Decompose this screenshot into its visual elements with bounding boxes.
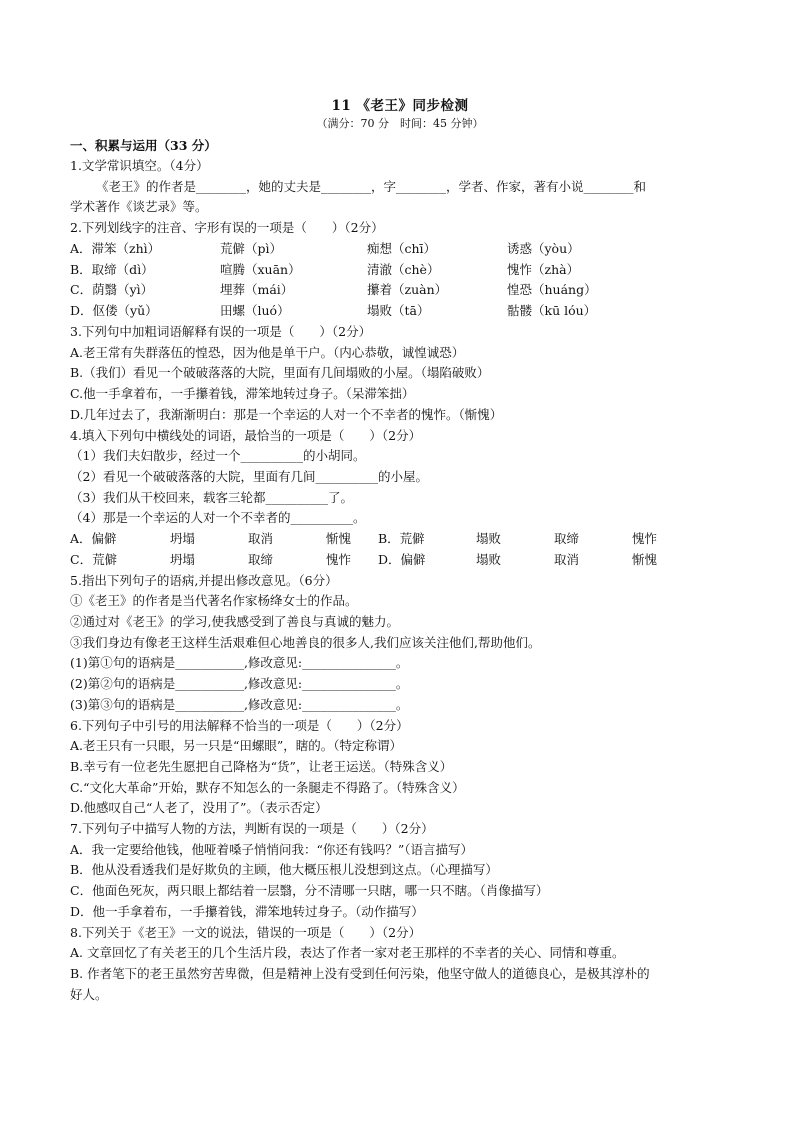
question-1-body: 《老王》的作者是________，她的丈夫是________，字________，学者、作家，著有小说________和 (96, 178, 647, 194)
option-cell: 取缔 (554, 531, 580, 547)
option-cell: 埋葬（mái） (220, 282, 294, 298)
question-6-option-a: A.老王只有一只眼，另一只是“田螺眼”，瞎的。（特定称谓） (70, 738, 403, 754)
option-cell: 塌败 (476, 551, 502, 567)
question-7-option-a: A．我一定要给他钱，他哑着嗓子悄悄问我：“你还有钱吗？”（语言描写） (70, 841, 474, 857)
option-row (70, 280, 730, 301)
question-6-option-c: C.“文化大革命”开始，默存不知怎么的一条腿走不得路了。（特殊含义） (70, 779, 465, 795)
question-8-stem: 8.下列关于《老王》一文的说法，错误的一项是（ ）（2分） (70, 924, 422, 940)
option-cell: C．荒僻 (70, 551, 118, 567)
question-7-option-b: B．他从没看透我们是好欺负的主顾，他大概压根儿没想到这点。（心理描写） (70, 862, 498, 878)
question-6-option-b: B.幸亏有一位老先生愿把自己降格为“货”，让老王运送。（特殊含义） (70, 758, 453, 774)
section-heading: 一、积累与运用（33 分） (70, 138, 217, 153)
question-4-sentence-4: （4）那是一个幸运的人对一个不幸者的__________。 (70, 510, 366, 526)
question-5-sentence-3: ③我们身边有像老王这样生活艰难但心地善良的很多人,我们应该关注他们,帮助他们。 (70, 634, 541, 650)
page-subtitle: （满分：70 分 时间：45 分钟） (316, 117, 484, 130)
question-4-stem: 4.填入下列句中横线处的词语，最恰当的一项是（ ）（2分） (70, 427, 422, 443)
option-cell: 惭愧 (326, 531, 352, 547)
question-5-answer-3: (3)第③句的语病是___________,修改意见:_______________。 (70, 696, 409, 712)
option-cell: 塌败 (476, 531, 502, 547)
option-cell: 诱惑（yòu） (507, 240, 580, 256)
question-8-option-b-cont: 好人。 (70, 986, 108, 1002)
question-5-answer-2: (2)第②句的语病是___________,修改意见:_______________。 (70, 676, 409, 692)
question-5-stem: 5.指出下列句子的语病,并提出修改意见。（6分） (70, 572, 338, 588)
question-2-stem: 2.下列划线字的注音、字形有误的一项是（ ）（2分） (70, 220, 384, 236)
question-7-option-c: C．他面色死灰，两只眼上都结着一层翳，分不清哪一只瞎，哪一只不瞎。（肖像描写） (70, 883, 549, 899)
question-5-sentence-1: ①《老王》的作者是当代著名作家杨绛女士的作品。 (70, 593, 358, 609)
option-cell: 骷髅（kū lóu） (507, 303, 597, 319)
question-8-option-b: B. 作者笔下的老王虽然穷苦卑微，但是精神上没有受到任何污染，他坚守做人的道德良心，是极其淳朴的 (70, 965, 650, 981)
question-1-body-cont: 学术著作《谈艺录》等。 (70, 199, 208, 215)
question-7-stem: 7.下列句子中描写人物的方法，判断有误的一项是（ ）（2分） (70, 821, 434, 837)
option-cell: 清澈（chè） (367, 261, 440, 277)
question-4-option-row (70, 550, 730, 571)
question-4-option-row (70, 529, 730, 550)
question-7-option-d: D．他一手拿着布，一手攥着钱，滞笨地转过身子。（动作描写） (70, 903, 424, 919)
question-3-stem: 3.下列句中加粗词语解释有误的一项是（ ）（2分） (70, 324, 372, 339)
option-cell: 塌败（tā） (367, 303, 430, 319)
option-cell: 惭愧 (632, 551, 658, 567)
question-4-sentence-1: （1）我们夫妇散步，经过一个__________的小胡同。 (70, 448, 366, 464)
question-6-option-d: D.他感叹自己“人老了，没用了”。（表示否定） (70, 800, 328, 816)
option-cell: A．滞笨（zhì） (70, 240, 161, 256)
question-3-option-b: B.（我们）看见一个破破落落的大院，里面有几间塌败的小屋。（塌陷破败） (70, 365, 490, 381)
option-cell: 坍塌 (170, 531, 196, 547)
question-6-stem: 6.下列句子中引号的用法解释不恰当的一项是（ ）（2分） (70, 717, 409, 733)
question-8-option-a: A. 文章回忆了有关老王的几个生活片段，表达了作者一家对老王那样的不幸者的关心、同情和尊重。 (70, 945, 625, 961)
question-3-option-c: C.他一手拿着布，一手攥着钱，滞笨地转过身子。（呆滞笨拙） (70, 386, 415, 402)
option-cell: 荒僻（pì） (220, 240, 282, 256)
option-cell: 坍塌 (170, 551, 196, 567)
option-row (70, 260, 730, 281)
question-4-sentence-3: （3）我们从干校回来，载客三轮都__________了。 (70, 489, 353, 505)
option-cell: 愧怍 (632, 531, 658, 547)
question-2-options (70, 239, 730, 322)
question-5-answer-1: (1)第①句的语病是___________,修改意见:_______________。 (70, 655, 409, 671)
question-4-sentence-2: （2）看见一个破破落落的大院，里面有几间__________的小屋。 (70, 468, 428, 484)
option-cell: D．偏僻 (378, 551, 426, 567)
option-cell: A．偏僻 (70, 531, 117, 547)
option-cell: B．荒僻 (378, 531, 425, 547)
question-3-option-d: D.几年过去了，我渐渐明白：那是一个幸运的人对一个不幸者的愧怍。（惭愧） (70, 406, 503, 422)
option-cell: 愧怍（zhà） (507, 261, 580, 277)
option-cell: 喧腾（xuān） (220, 261, 301, 277)
option-cell: 取消 (554, 551, 580, 567)
page-title: 11 《老王》同步检测 (331, 98, 469, 114)
option-row (70, 301, 730, 322)
option-cell: 惶恐（huáng） (507, 282, 597, 298)
option-cell: 取消 (248, 531, 274, 547)
option-cell: 田螺（luó） (220, 303, 290, 319)
question-3-option-a: A.老王常有失群落伍的惶恐，因为他是单干户。（内心恭敬，诚惶诚恐） (70, 344, 465, 360)
option-row (70, 239, 730, 260)
option-cell: 取缔 (248, 551, 274, 567)
option-cell: B．取缔（dì） (70, 261, 154, 277)
option-cell: 攥着（zuàn） (367, 282, 448, 298)
question-5-sentence-2: ②通过对《老王》的学习,使我感受到了善良与真诚的魅力。 (70, 614, 399, 630)
worksheet-page (70, 97, 730, 1005)
question-1-stem: 1.文学常识填空。（4分） (70, 158, 209, 173)
option-cell: 愧怍 (326, 551, 352, 567)
option-cell: D．伛偻（yǔ） (70, 303, 158, 319)
option-cell: 痴想（chī） (367, 240, 437, 256)
option-cell: C．荫翳（yì） (70, 282, 154, 298)
